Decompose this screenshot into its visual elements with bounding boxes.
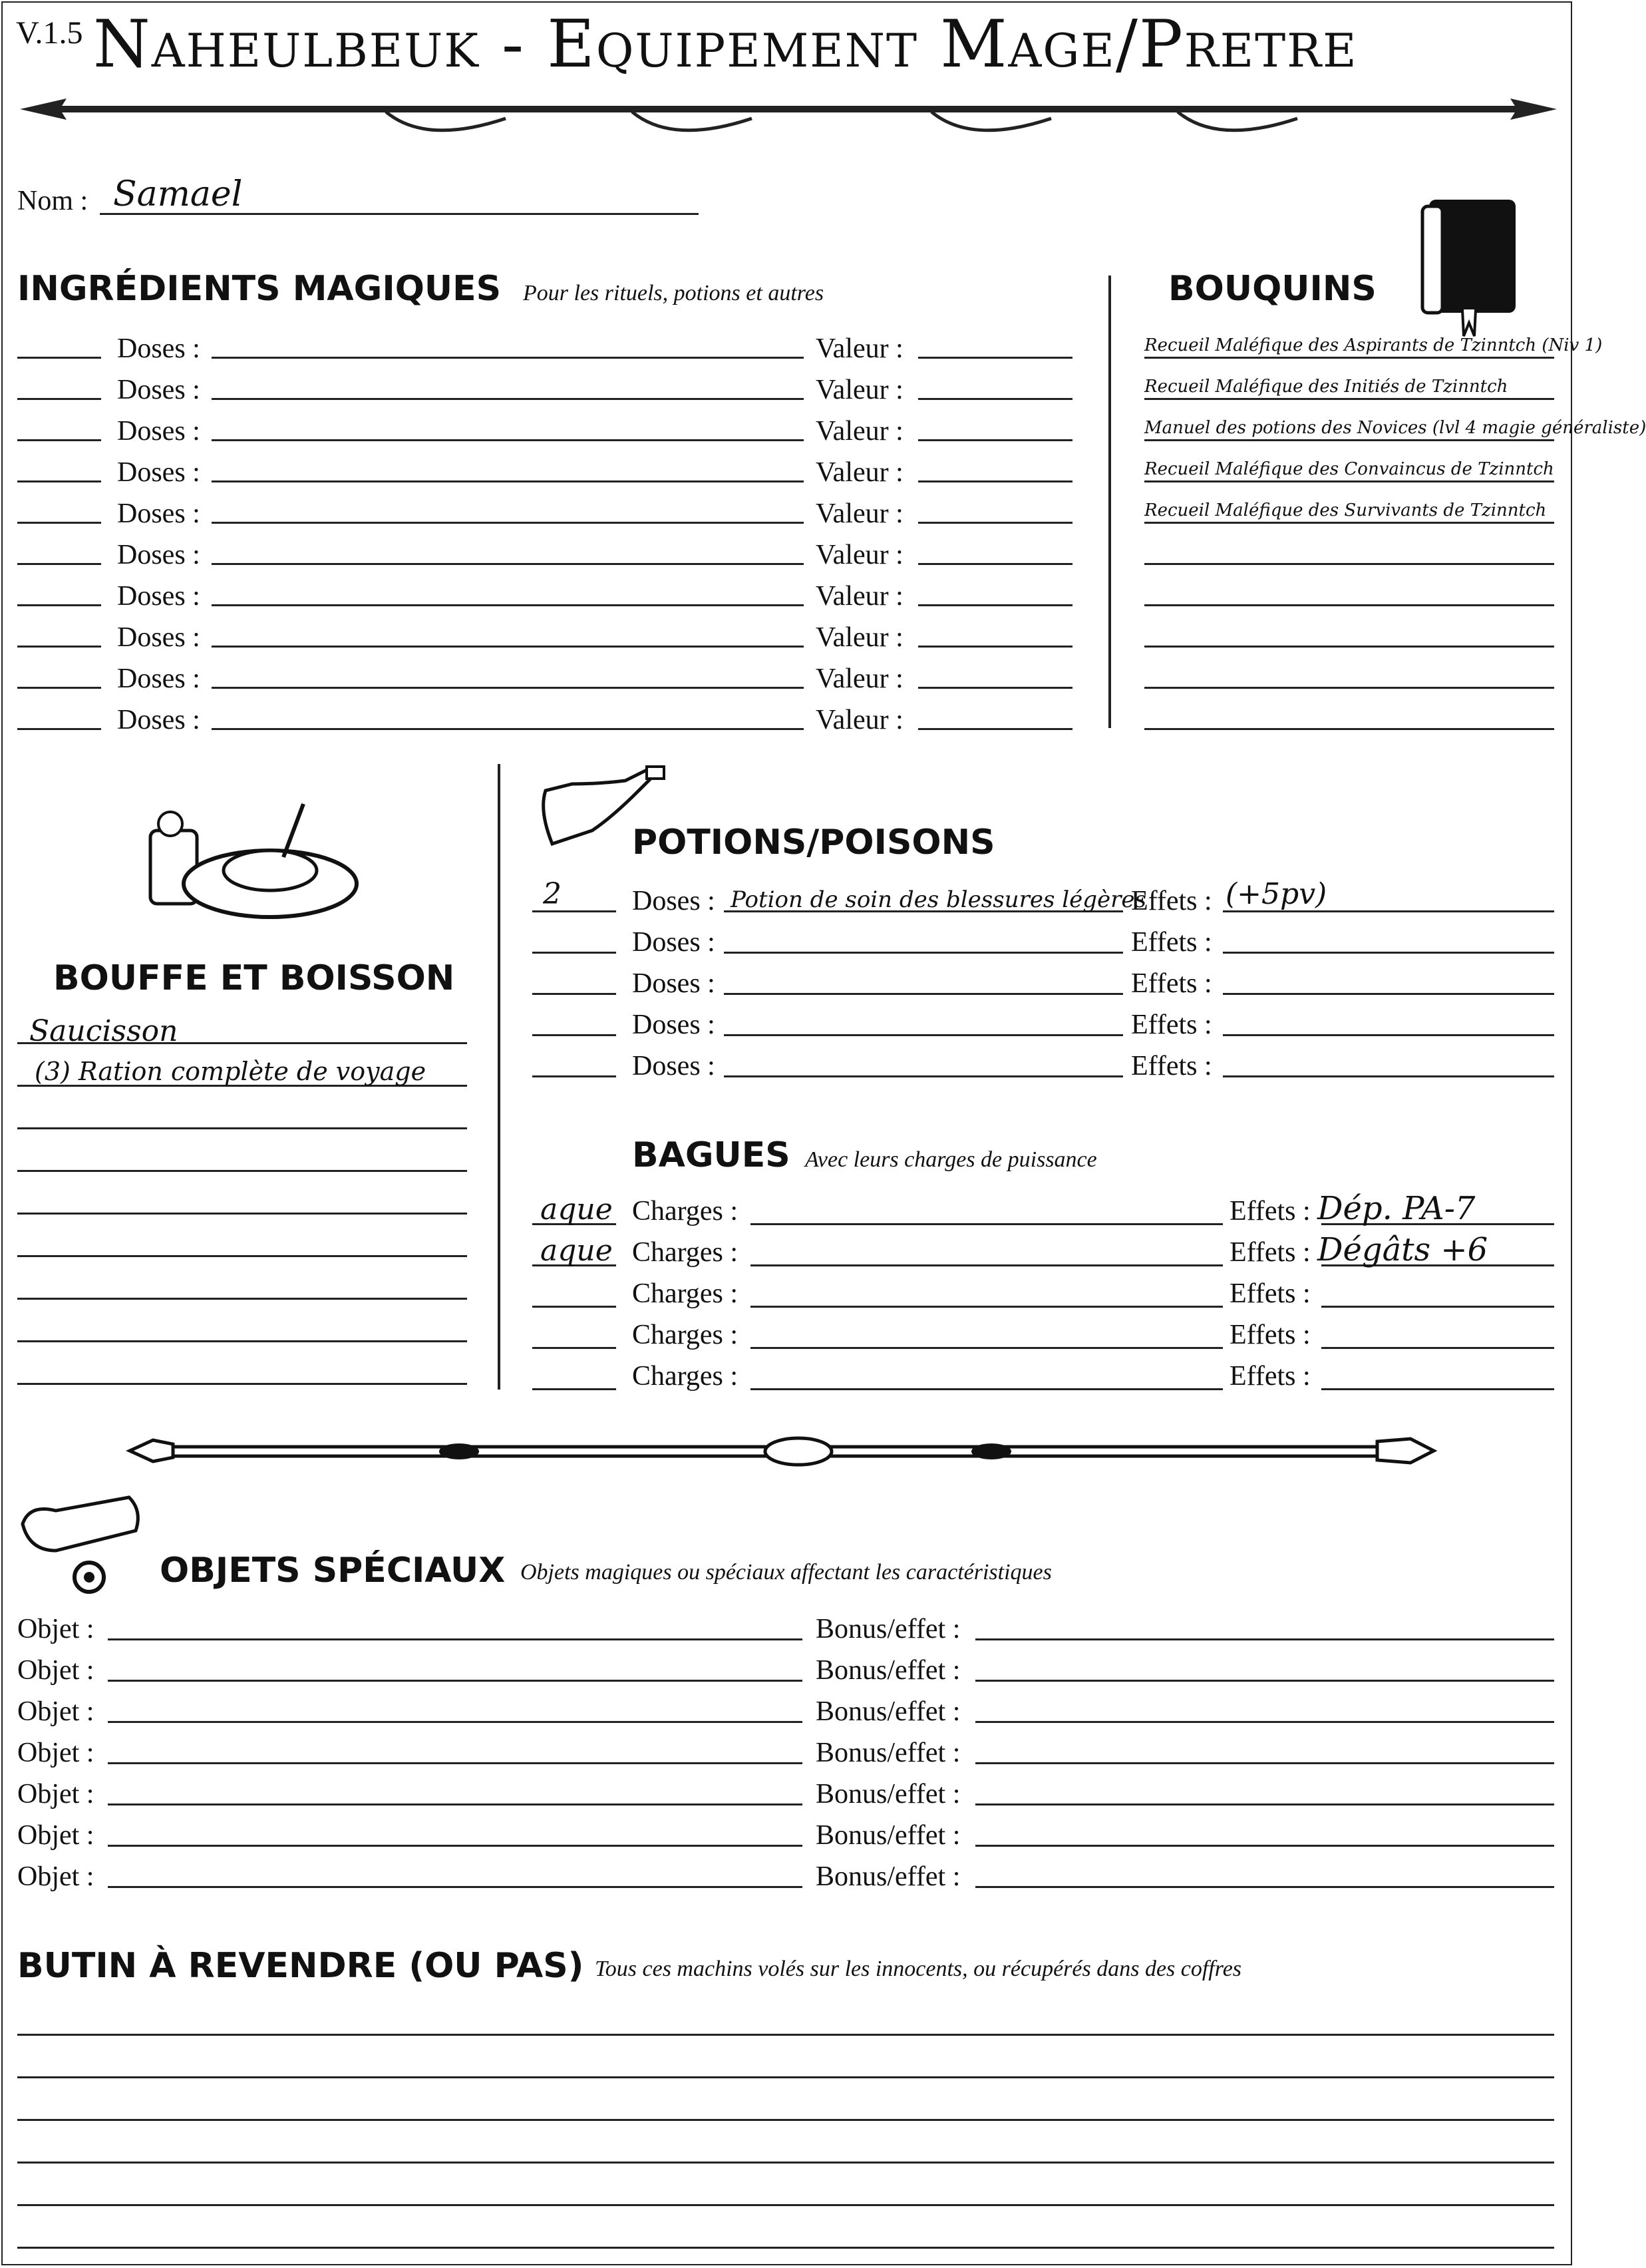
- ring-charges-label: Charges :: [632, 1320, 739, 1350]
- ingredient-qty-line[interactable]: [17, 687, 101, 689]
- doses-label: Doses :: [117, 333, 200, 364]
- book-line[interactable]: [1144, 398, 1554, 400]
- loot-line[interactable]: [17, 2034, 1554, 2036]
- ring-charges-line[interactable]: [750, 1347, 1223, 1349]
- ingredients-title: INGRÉDIENTS MAGIQUES: [17, 269, 502, 309]
- bonus-line[interactable]: [975, 1803, 1554, 1805]
- ring-qty[interactable]: aque: [540, 1193, 613, 1227]
- potion-doses-label: Doses :: [632, 886, 715, 916]
- food-line[interactable]: [17, 1170, 467, 1172]
- potion-name-line[interactable]: [724, 1034, 1123, 1036]
- doses-label: Doses :: [117, 705, 200, 735]
- name-value[interactable]: Samael: [113, 174, 243, 214]
- food-line[interactable]: [17, 1383, 467, 1385]
- ring-effects-label: Effets :: [1230, 1196, 1311, 1227]
- special-title: OBJETS SPÉCIAUX: [160, 1551, 506, 1591]
- name-label: Nom :: [17, 186, 88, 216]
- bonus-line[interactable]: [975, 1886, 1554, 1888]
- ingredient-value-line[interactable]: [918, 357, 1072, 359]
- bonus-line[interactable]: [975, 1845, 1554, 1847]
- ring-effects-label: Effets :: [1230, 1361, 1311, 1392]
- bonus-label: Bonus/effet :: [816, 1820, 961, 1851]
- ingredient-name-line[interactable]: [212, 604, 804, 606]
- rings-title: BAGUES: [632, 1135, 790, 1175]
- ingredient-qty-line[interactable]: [17, 604, 101, 606]
- potion-effect[interactable]: (+5pv): [1226, 877, 1327, 911]
- special-subtitle: Objets magiques ou spéciaux affectant les caractéristiques: [520, 1560, 1052, 1585]
- ingredient-name-line[interactable]: [212, 357, 804, 359]
- potion-qty-line[interactable]: [532, 993, 616, 995]
- food-line[interactable]: [17, 1213, 467, 1215]
- bonus-label: Bonus/effet :: [816, 1655, 961, 1686]
- object-line[interactable]: [108, 1762, 802, 1764]
- ingredients-subtitle: Pour les rituels, potions et autres: [523, 281, 824, 305]
- bonus-label: Bonus/effet :: [816, 1861, 961, 1892]
- doses-label: Doses :: [117, 581, 200, 612]
- book-entry[interactable]: Manuel des potions des Novices (lvl 4 magie généraliste): [1144, 418, 1646, 438]
- ring-charges-label: Charges :: [632, 1361, 739, 1392]
- ingredient-name-line[interactable]: [212, 522, 804, 524]
- ingredient-name-line[interactable]: [212, 687, 804, 689]
- ring-charges-label: Charges :: [632, 1237, 739, 1268]
- bonus-line[interactable]: [975, 1638, 1554, 1640]
- doses-label: Doses :: [117, 375, 200, 405]
- ring-effects-label: Effets :: [1230, 1278, 1311, 1309]
- value-label: Valeur :: [816, 375, 904, 405]
- book-line[interactable]: [1144, 646, 1554, 648]
- spear-divider-icon: [13, 85, 1564, 145]
- ring-effect-line[interactable]: [1321, 1347, 1554, 1349]
- loot-title: BUTIN À REVENDRE (OU PAS): [17, 1946, 584, 1986]
- ring-qty-line[interactable]: [532, 1306, 616, 1308]
- potion-effect-line[interactable]: [1223, 1034, 1554, 1036]
- book-line[interactable]: [1144, 357, 1554, 359]
- ingredient-name-line[interactable]: [212, 563, 804, 565]
- ingredient-value-line[interactable]: [918, 604, 1072, 606]
- bonus-label: Bonus/effet :: [816, 1614, 961, 1644]
- object-label: Objet :: [17, 1820, 94, 1851]
- loot-line[interactable]: [17, 2076, 1554, 2078]
- ring-charges-label: Charges :: [632, 1278, 739, 1309]
- ingredient-value-line[interactable]: [918, 728, 1072, 730]
- ingredient-qty-line[interactable]: [17, 357, 101, 359]
- object-line[interactable]: [108, 1845, 802, 1847]
- ring-qty-line[interactable]: [532, 1388, 616, 1390]
- potion-effect-line[interactable]: [1223, 1075, 1554, 1077]
- food-entry[interactable]: (3) Ration complète de voyage: [35, 1057, 426, 1086]
- book-line[interactable]: [1144, 439, 1554, 441]
- value-label: Valeur :: [816, 581, 904, 612]
- ingredient-value-line[interactable]: [918, 563, 1072, 565]
- potion-name[interactable]: Potion de soin des blessures légères: [731, 886, 1146, 913]
- ingredient-qty-line[interactable]: [17, 398, 101, 400]
- potion-qty-line[interactable]: [532, 1075, 616, 1077]
- book-line[interactable]: [1144, 728, 1554, 730]
- object-label: Objet :: [17, 1738, 94, 1768]
- object-line[interactable]: [108, 1680, 802, 1682]
- ring-qty[interactable]: aque: [540, 1234, 613, 1268]
- object-label: Objet :: [17, 1655, 94, 1686]
- ring-effects-label: Effets :: [1230, 1237, 1311, 1268]
- ingredient-value-line[interactable]: [918, 646, 1072, 648]
- ingredient-value-line[interactable]: [918, 480, 1072, 482]
- ingredient-qty-line[interactable]: [17, 728, 101, 730]
- scroll-ring-icon: [16, 1491, 149, 1597]
- ring-effect[interactable]: Dégâts +6: [1317, 1231, 1488, 1268]
- object-line[interactable]: [108, 1638, 802, 1640]
- potion-effects-label: Effets :: [1131, 886, 1212, 916]
- bonus-label: Bonus/effet :: [816, 1696, 961, 1727]
- ingredient-qty-line[interactable]: [17, 522, 101, 524]
- food-line[interactable]: [17, 1255, 467, 1257]
- book-entry[interactable]: Recueil Maléfique des Aspirants de Tzinntch (Niv 1): [1144, 335, 1603, 355]
- object-line[interactable]: [108, 1803, 802, 1805]
- value-label: Valeur :: [816, 498, 904, 529]
- book-line[interactable]: [1144, 604, 1554, 606]
- books-title: BOUQUINS: [1168, 269, 1377, 309]
- object-line[interactable]: [108, 1886, 802, 1888]
- object-label: Objet :: [17, 1861, 94, 1892]
- ring-effects-label: Effets :: [1230, 1320, 1311, 1350]
- ring-charges-line[interactable]: [750, 1264, 1223, 1266]
- potion-doses-label: Doses :: [632, 968, 715, 999]
- value-label: Valeur :: [816, 416, 904, 447]
- food-line[interactable]: [17, 1340, 467, 1342]
- doses-label: Doses :: [117, 622, 200, 653]
- ingredient-name-line[interactable]: [212, 728, 804, 730]
- version-label: V.1.5: [16, 15, 83, 51]
- ring-charges-label: Charges :: [632, 1196, 739, 1227]
- loot-subtitle: Tous ces machins volés sur les innocents, ou récupérés dans des coffres: [595, 1957, 1242, 1981]
- potion-effects-label: Effets :: [1131, 1051, 1212, 1081]
- book-line[interactable]: [1144, 480, 1554, 482]
- book-line[interactable]: [1144, 522, 1554, 524]
- potion-effect-line[interactable]: [1223, 993, 1554, 995]
- potions-title: POTIONS/POISONS: [632, 823, 995, 862]
- doses-label: Doses :: [117, 540, 200, 570]
- ingredient-qty-line[interactable]: [17, 480, 101, 482]
- loot-line[interactable]: [17, 2162, 1554, 2164]
- ingredient-qty-line[interactable]: [17, 646, 101, 648]
- doses-label: Doses :: [117, 663, 200, 694]
- staff-divider-icon: [126, 1424, 1437, 1477]
- bonus-line[interactable]: [975, 1762, 1554, 1764]
- bonus-line[interactable]: [975, 1721, 1554, 1723]
- potion-name-line[interactable]: [724, 993, 1123, 995]
- ingredient-name-line[interactable]: [212, 398, 804, 400]
- loot-line[interactable]: [17, 2247, 1554, 2249]
- object-label: Objet :: [17, 1779, 94, 1809]
- potion-name-line[interactable]: [724, 952, 1123, 954]
- potion-effects-label: Effets :: [1131, 1010, 1212, 1040]
- ingredient-value-line[interactable]: [918, 522, 1072, 524]
- loot-line[interactable]: [17, 2119, 1554, 2121]
- loot-line[interactable]: [17, 2204, 1554, 2206]
- ring-qty-line[interactable]: [532, 1347, 616, 1349]
- ingredient-name-line[interactable]: [212, 646, 804, 648]
- potion-effects-label: Effets :: [1131, 927, 1212, 958]
- ingredient-qty-line[interactable]: [17, 563, 101, 565]
- bonus-line[interactable]: [975, 1680, 1554, 1682]
- name-line: [100, 213, 699, 215]
- sheet-title: Naheulbeuk - Equipement Mage/Pretre: [93, 7, 1358, 83]
- object-line[interactable]: [108, 1721, 802, 1723]
- rings-subtitle: Avec leurs charges de puissance: [805, 1147, 1097, 1172]
- potion-name-line[interactable]: [724, 1075, 1123, 1077]
- potion-doses-label: Doses :: [632, 927, 715, 958]
- book-entry[interactable]: Recueil Maléfique des Initiés de Tzinntch: [1144, 377, 1508, 397]
- ring-effect[interactable]: Dép. PA-7: [1317, 1190, 1476, 1227]
- potion-effect-line[interactable]: [1223, 952, 1554, 954]
- ring-charges-line[interactable]: [750, 1306, 1223, 1308]
- ingredient-name-line[interactable]: [212, 439, 804, 441]
- doses-label: Doses :: [117, 457, 200, 488]
- object-label: Objet :: [17, 1696, 94, 1727]
- food-line[interactable]: [17, 1298, 467, 1300]
- spellbook-icon: [1416, 193, 1529, 339]
- potion-doses-label: Doses :: [632, 1010, 715, 1040]
- book-entry[interactable]: Recueil Maléfique des Survivants de Tzinntch: [1144, 500, 1547, 520]
- ring-effect-line[interactable]: [1321, 1388, 1554, 1390]
- ingredient-value-line[interactable]: [918, 439, 1072, 441]
- ring-charges-line[interactable]: [750, 1388, 1223, 1390]
- book-entry[interactable]: Recueil Maléfique des Convaincus de Tzinntch: [1144, 459, 1554, 479]
- bonus-label: Bonus/effet :: [816, 1779, 961, 1809]
- potion-doses-label: Doses :: [632, 1051, 715, 1081]
- ring-effect-line[interactable]: [1321, 1306, 1554, 1308]
- ring-charges-line[interactable]: [750, 1223, 1223, 1225]
- value-label: Valeur :: [816, 333, 904, 364]
- potion-effects-label: Effets :: [1131, 968, 1212, 999]
- book-line[interactable]: [1144, 687, 1554, 689]
- value-label: Valeur :: [816, 457, 904, 488]
- ingredient-value-line[interactable]: [918, 687, 1072, 689]
- food-plate-icon: [137, 791, 370, 924]
- value-label: Valeur :: [816, 705, 904, 735]
- potion-qty-line[interactable]: [532, 1034, 616, 1036]
- ingredient-name-line[interactable]: [212, 480, 804, 482]
- value-label: Valeur :: [816, 663, 904, 694]
- potion-qty[interactable]: 2: [543, 877, 562, 911]
- food-line[interactable]: [17, 1127, 467, 1129]
- value-label: Valeur :: [816, 540, 904, 570]
- value-label: Valeur :: [816, 622, 904, 653]
- potion-qty-line[interactable]: [532, 952, 616, 954]
- food-entry[interactable]: Saucisson: [29, 1014, 178, 1048]
- food-divider: [498, 764, 500, 1390]
- book-line[interactable]: [1144, 563, 1554, 565]
- doses-label: Doses :: [117, 416, 200, 447]
- ingredient-value-line[interactable]: [918, 398, 1072, 400]
- food-title: BOUFFE ET BOISSON: [53, 958, 455, 998]
- bonus-label: Bonus/effet :: [816, 1738, 961, 1768]
- column-divider: [1108, 276, 1111, 728]
- doses-label: Doses :: [117, 498, 200, 529]
- object-label: Objet :: [17, 1614, 94, 1644]
- ingredient-qty-line[interactable]: [17, 439, 101, 441]
